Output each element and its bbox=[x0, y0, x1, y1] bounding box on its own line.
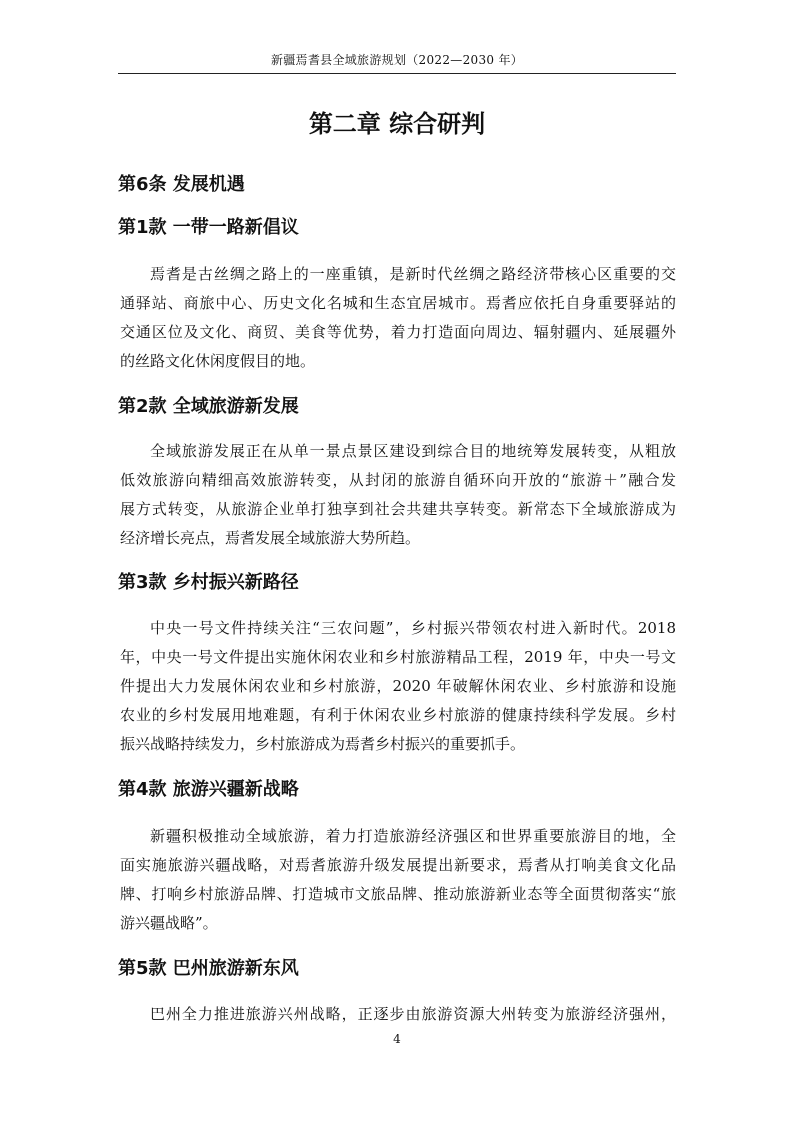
paragraph-line: 振兴战略持续发力，乡村旅游成为焉耆乡村振兴的重要抓手。 bbox=[120, 735, 526, 753]
article-heading: 第6条 发展机遇 bbox=[118, 174, 245, 195]
paragraph-line: 巴州全力推进旅游兴州战略，正逐步由旅游资源大州转变为旅游经济强州， bbox=[150, 1005, 676, 1023]
paragraph-line: 中央一号文件持续关注“三农问题”，乡村振兴带领农村进入新时代。2018 bbox=[150, 619, 676, 637]
paragraph-line: 低效旅游向精细高效旅游转变，从封闭的旅游自循环向开放的“旅游＋”融合发 bbox=[120, 471, 676, 489]
paragraph-line: 牌、打响乡村旅游品牌、打造城市文旅品牌、推动旅游新业态等全面贯彻落实“旅 bbox=[120, 885, 676, 903]
paragraph-line: 通驿站、商旅中心、历史文化名城和生态宜居城市。焉耆应依托自身重要驿站的 bbox=[120, 294, 676, 312]
page-number: 4 bbox=[393, 1032, 401, 1046]
paragraph-line: 的丝路文化休闲度假目的地。 bbox=[120, 352, 316, 370]
section-heading-3: 第3款 乡村振兴新路径 bbox=[118, 572, 299, 593]
running-header: 新疆焉耆县全域旅游规划（2022—2030 年） bbox=[270, 53, 524, 67]
paragraph-line: 件提出大力发展休闲农业和乡村旅游，2020 年破解休闲农业、乡村旅游和设施 bbox=[120, 677, 676, 695]
paragraph-line: 新疆积极推动全域旅游，着力打造旅游经济强区和世界重要旅游目的地，全 bbox=[150, 827, 676, 845]
section-heading-4: 第4款 旅游兴疆新战略 bbox=[118, 779, 299, 800]
paragraph-line: 农业的乡村发展用地难题，有利于休闲农业乡村旅游的健康持续科学发展。乡村 bbox=[120, 706, 676, 724]
paragraph-line: 全域旅游发展正在从单一景点景区建设到综合目的地统筹发展转变，从粗放 bbox=[150, 442, 676, 460]
section-body-3 bbox=[120, 614, 676, 759]
section-body-2 bbox=[120, 437, 676, 553]
header-divider bbox=[118, 73, 676, 74]
paragraph-line: 焉耆是古丝绸之路上的一座重镇，是新时代丝绸之路经济带核心区重要的交 bbox=[150, 265, 676, 283]
chapter-title: 第二章 综合研判 bbox=[308, 110, 486, 138]
paragraph-line: 年，中央一号文件提出实施休闲农业和乡村旅游精品工程，2019 年，中央一号文 bbox=[120, 648, 676, 666]
paragraph-line: 面实施旅游兴疆战略，对焉耆旅游升级发展提出新要求，焉耆从打响美食文化品 bbox=[120, 856, 676, 874]
section-heading-2: 第2款 全域旅游新发展 bbox=[118, 396, 299, 417]
paragraph-line: 游兴疆战略”。 bbox=[120, 914, 218, 932]
section-body-5 bbox=[120, 1000, 676, 1029]
section-heading-5: 第5款 巴州旅游新东风 bbox=[118, 958, 299, 979]
paragraph-line: 交通区位及文化、商贸、美食等优势，着力打造面向周边、辐射疆内、延展疆外 bbox=[120, 323, 676, 341]
paragraph-line: 展方式转变，从旅游企业单打独享到社会共建共享转变。新常态下全域旅游成为 bbox=[120, 500, 676, 518]
section-body-1 bbox=[120, 260, 676, 376]
paragraph-line: 经济增长亮点，焉耆发展全域旅游大势所趋。 bbox=[120, 529, 421, 547]
section-heading-1: 第1款 一带一路新倡议 bbox=[118, 217, 299, 238]
section-body-4 bbox=[120, 822, 676, 938]
